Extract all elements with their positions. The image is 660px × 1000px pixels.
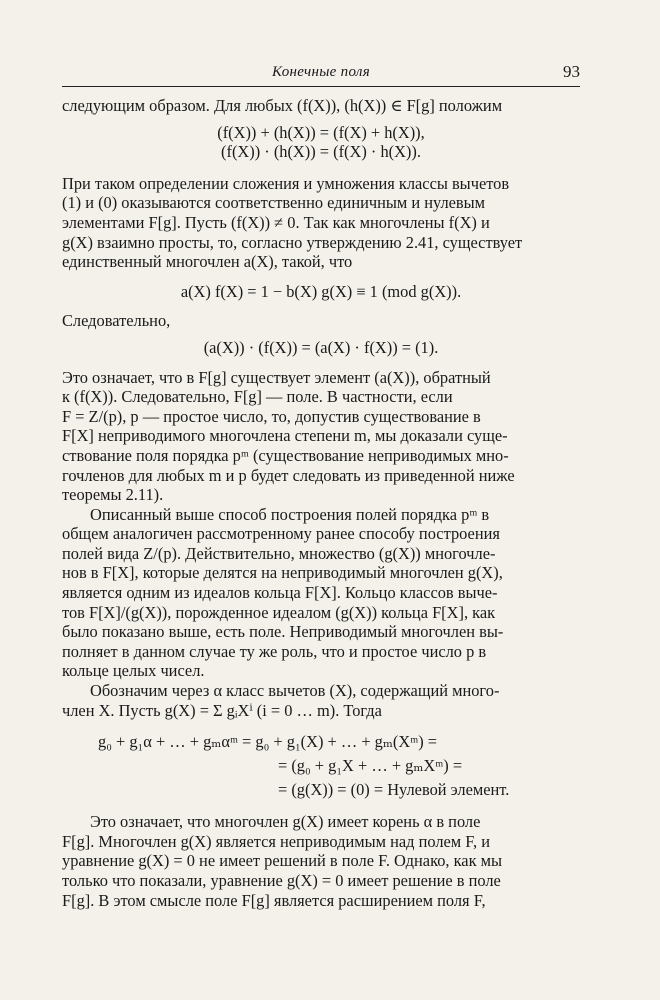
paragraph-line: кольце целых чисел. <box>62 661 205 681</box>
equation-line: = (g(X)) = (0) = Нулевой элемент. <box>278 780 510 800</box>
equation-inverse: a(X) f(X) = 1 − b(X) g(X) ≡ 1 (mod g(X)). <box>180 281 462 301</box>
paragraph-line: Это означает, что в F[g] существует элемент (a(X)), обратный <box>62 367 491 387</box>
paragraph-line: тов F[X]/(g(X)), порожденное идеалом (g(X)) кольца F[X], как <box>62 602 496 622</box>
paragraph-line: Это означает, что многочлен g(X) имеет корень α в поле <box>90 812 481 832</box>
equation-line: g₀ + g₁α + … + gₘαᵐ = g₀ + g₁(X) + … + gₘ(Xᵐ) = <box>98 732 438 752</box>
paragraph-line: (1) и (0) оказываются соответственно единичным и нулевым <box>62 193 486 213</box>
equation-root-block <box>62 730 580 802</box>
paragraph-line: нов в F[X], которые делятся на неприводимый многочлен g(X), <box>62 563 503 583</box>
equation-sum: (f(X)) + (h(X)) = (f(X) + h(X)), <box>217 122 425 142</box>
page-header <box>62 60 580 87</box>
paragraph-line: член X. Пусть g(X) = Σ gᵢXⁱ (i = 0 … m). Тогда <box>62 700 382 720</box>
paragraph-line: Следовательно, <box>62 311 171 331</box>
paragraph-line: F[g]. В этом смысле поле F[g] является расширением поля F, <box>62 890 486 910</box>
paragraph-line: единственный многочлен a(X), такой, что <box>62 252 353 272</box>
equation-classes: (a(X)) · (f(X)) = (a(X) · f(X)) = (1). <box>203 337 439 357</box>
paragraph-line: Обозначим через α класс вычетов (X), содержащий много- <box>90 681 500 701</box>
paragraph-line: было показано выше, есть поле. Неприводимый многочлен вы- <box>62 622 504 642</box>
paragraph-line: следующим образом. Для любых (f(X)), (h(X)) ∈ F[g] положим <box>62 96 503 115</box>
paragraph-line: уравнение g(X) = 0 не имеет решений в поле F. Однако, как мы <box>62 851 503 871</box>
paragraph-line: g(X) взаимно просты, то, согласно утверждению 2.41, существует <box>62 232 523 252</box>
paragraph-line: элементами F[g]. Пусть (f(X)) ≠ 0. Так как многочлены f(X) и <box>62 212 490 232</box>
paragraph-line: полей вида Z/(p). Действительно, множество (g(X)) многочле- <box>62 543 496 563</box>
paragraph-line: только что показали, уравнение g(X) = 0 имеет решение в поле <box>62 871 501 890</box>
paragraph-line: Описанный выше способ построения полей порядка pᵐ в <box>90 504 490 524</box>
paragraph-line: F[g]. Многочлен g(X) является неприводимым над полем F, и <box>62 831 491 851</box>
page-number: 93 <box>563 62 580 81</box>
paragraph-line: общем аналогичен рассмотренному ранее способу построения <box>62 524 500 544</box>
paragraph-line: При таком определении сложения и умножения классы вычетов <box>62 173 510 193</box>
paragraph-line: гочленов для любых m и p будет следовать из приведенной ниже <box>62 465 515 485</box>
page-body <box>62 96 580 910</box>
equation-line: = (g₀ + g₁X + … + gₘXᵐ) = <box>278 756 463 776</box>
equation-product: (f(X)) · (h(X)) = (f(X) · h(X)). <box>221 142 421 162</box>
paragraph-line: ствование поля порядка pᵐ (существование неприводимых мно- <box>62 445 509 465</box>
paragraph-line: является одним из идеалов кольца F[X]. Кольцо классов выче- <box>62 583 498 603</box>
paragraph-line: к (f(X)). Следовательно, F[g] — поле. В частности, если <box>62 387 453 407</box>
paragraph-line: F[X] неприводимого многочлена степени m, мы доказали суще- <box>62 426 508 446</box>
paragraph-line: теоремы 2.11). <box>62 485 164 505</box>
paragraph-line: F = Z/(p), p — простое число, то, допустив существование в <box>62 406 481 426</box>
running-title: Конечные поля <box>272 64 370 80</box>
paragraph-line: полняет в данном случае ту же роль, что и простое число p в <box>62 641 487 661</box>
